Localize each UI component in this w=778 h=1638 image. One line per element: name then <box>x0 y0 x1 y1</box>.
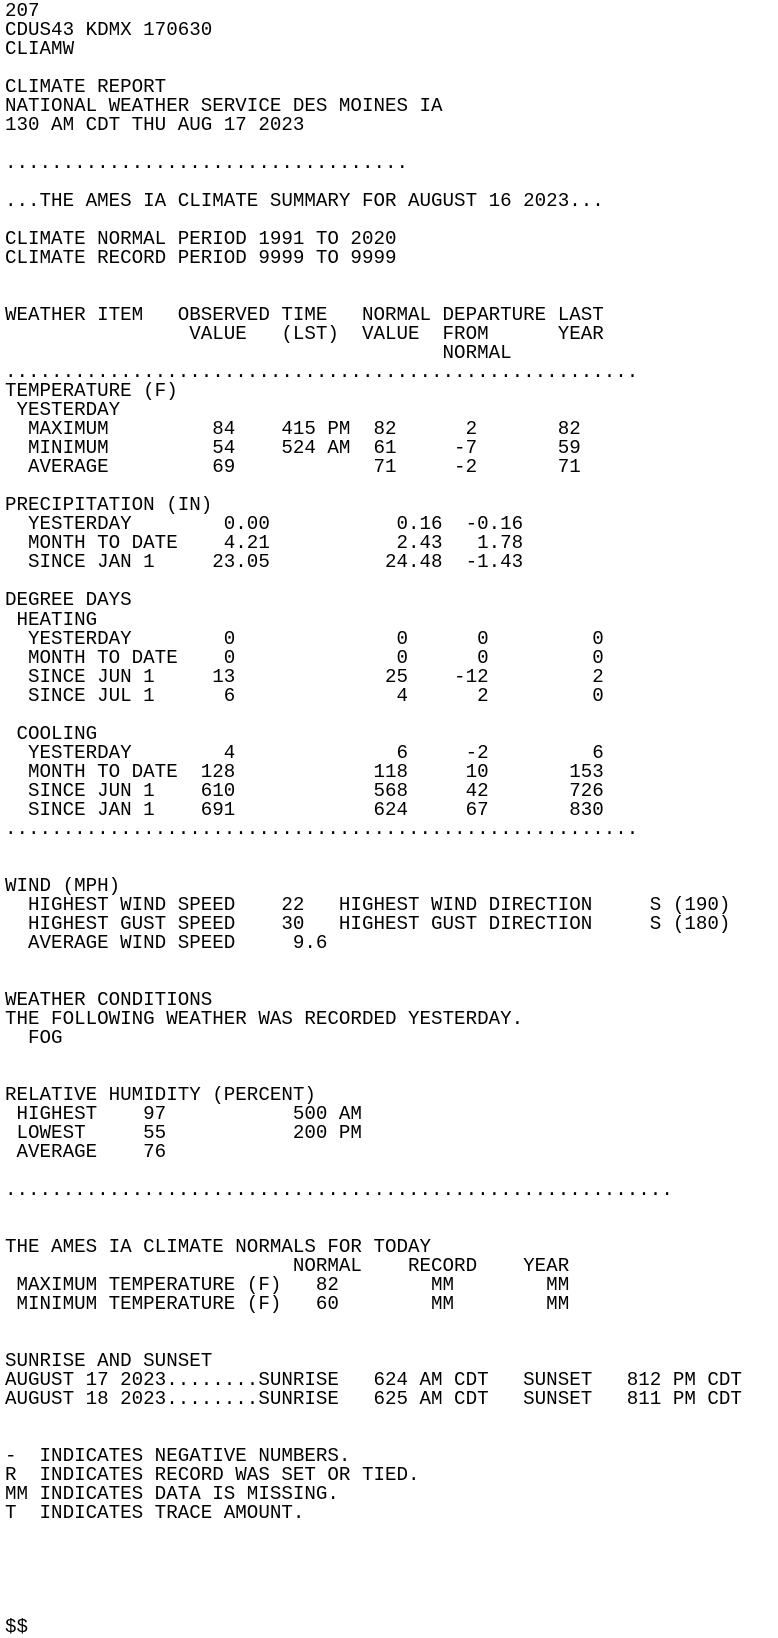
report-line: T INDICATES TRACE AMOUNT. <box>5 1502 305 1525</box>
report-line: 207 <box>5 0 40 22</box>
report-line: MONTH TO DATE 0 0 0 0 <box>5 646 604 669</box>
report-line: NATIONAL WEATHER SERVICE DES MOINES IA <box>5 95 443 118</box>
report-line: THE FOLLOWING WEATHER WAS RECORDED YESTERDAY. <box>5 1007 524 1030</box>
report-line <box>5 839 778 858</box>
report-line: MM INDICATES DATA IS MISSING. <box>5 1483 339 1506</box>
report-line: AUGUST 18 2023........SUNRISE 625 AM CDT SUNSET 811 PM CDT <box>5 1388 742 1411</box>
report-line: - INDICATES NEGATIVE NUMBERS. <box>5 1445 351 1468</box>
report-line: ...THE AMES IA CLIMATE SUMMARY FOR AUGUST 16 2023... <box>5 190 604 213</box>
report-line: R INDICATES RECORD WAS SET OR TIED. <box>5 1464 420 1487</box>
report-line: LOWEST 55 200 PM <box>5 1121 362 1144</box>
report-line: ....................................................... <box>5 817 639 840</box>
report-line <box>5 1314 778 1333</box>
report-line: YESTERDAY 0.00 0.16 -0.16 <box>5 513 524 536</box>
report-line: WIND (MPH) <box>5 874 121 897</box>
report-line: FOG <box>5 1026 63 1049</box>
report-line: DEGREE DAYS <box>5 589 132 612</box>
report-line: RELATIVE HUMIDITY (PERCENT) <box>5 1083 316 1106</box>
report-line: WEATHER ITEM OBSERVED TIME NORMAL DEPARTURE LAST <box>5 304 604 327</box>
report-line: HIGHEST 97 500 AM <box>5 1102 362 1125</box>
report-line: ....................................................... <box>5 361 639 384</box>
report-line: CDUS43 KDMX 170630 <box>5 19 213 42</box>
report-line <box>5 953 778 972</box>
report-line: NORMAL <box>5 342 512 365</box>
report-line: AVERAGE 69 71 -2 71 <box>5 456 581 479</box>
report-line: CLIAMW <box>5 38 75 61</box>
report-line: SINCE JAN 1 23.05 24.48 -1.43 <box>5 551 524 574</box>
report-line <box>5 268 778 287</box>
report-line: $$ <box>5 1616 29 1638</box>
report-line: .......................................................... <box>5 1178 673 1201</box>
report-line: HEATING <box>5 608 98 631</box>
report-line: SINCE JUL 1 6 4 2 0 <box>5 684 604 707</box>
report-line: SUNRISE AND SUNSET <box>5 1350 213 1373</box>
report-line: AUGUST 17 2023........SUNRISE 624 AM CDT SUNSET 812 PM CDT <box>5 1369 742 1392</box>
report-line: MONTH TO DATE 4.21 2.43 1.78 <box>5 532 524 555</box>
report-line: MINIMUM TEMPERATURE (F) 60 MM MM <box>5 1293 570 1316</box>
report-line: VALUE (LST) VALUE FROM YEAR <box>5 323 604 346</box>
report-line <box>5 1200 778 1219</box>
report-line <box>5 972 778 991</box>
report-line: AVERAGE 76 <box>5 1140 167 1163</box>
report-line: TEMPERATURE (F) <box>5 380 178 403</box>
report-line: SINCE JUN 1 13 25 -12 2 <box>5 665 604 688</box>
report-line: SINCE JUN 1 610 568 42 726 <box>5 779 604 802</box>
report-line <box>5 1599 778 1618</box>
report-line: ................................... <box>5 152 409 175</box>
report-line <box>5 1542 778 1561</box>
report-line: MINIMUM 54 524 AM 61 -7 59 <box>5 437 581 460</box>
report-line: HIGHEST GUST SPEED 30 HIGHEST GUST DIRECTION S (180) <box>5 912 731 935</box>
report-line: YESTERDAY <box>5 399 121 422</box>
report-line: MONTH TO DATE 128 118 10 153 <box>5 760 604 783</box>
report-line <box>5 1561 778 1580</box>
report-line: CLIMATE NORMAL PERIOD 1991 TO 2020 <box>5 228 397 251</box>
report-line: COOLING <box>5 722 98 745</box>
report-line: HIGHEST WIND SPEED 22 HIGHEST WIND DIRECTION S (190) <box>5 893 731 916</box>
report-line <box>5 706 778 725</box>
report-line: YESTERDAY 4 6 -2 6 <box>5 741 604 764</box>
report-line: PRECIPITATION (IN) <box>5 494 213 517</box>
report-line: SINCE JAN 1 691 624 67 830 <box>5 798 604 821</box>
report-line <box>5 1523 778 1542</box>
report-line: WEATHER CONDITIONS <box>5 988 213 1011</box>
report-line: THE AMES IA CLIMATE NORMALS FOR TODAY <box>5 1236 432 1259</box>
report-line <box>5 1580 778 1599</box>
report-line: 130 AM CDT THU AUG 17 2023 <box>5 114 305 137</box>
report-line <box>5 1048 778 1067</box>
report-line: NORMAL RECORD YEAR <box>5 1255 570 1278</box>
report-line: CLIMATE REPORT <box>5 76 167 99</box>
report-line: MAXIMUM 84 415 PM 82 2 82 <box>5 418 581 441</box>
report-line <box>5 858 778 877</box>
report-line: MAXIMUM TEMPERATURE (F) 82 MM MM <box>5 1274 570 1297</box>
report-line <box>5 1409 778 1428</box>
report-line: CLIMATE RECORD PERIOD 9999 TO 9999 <box>5 247 397 270</box>
report-line: AVERAGE WIND SPEED 9.6 <box>5 931 328 954</box>
report-line: YESTERDAY 0 0 0 0 <box>5 627 604 650</box>
